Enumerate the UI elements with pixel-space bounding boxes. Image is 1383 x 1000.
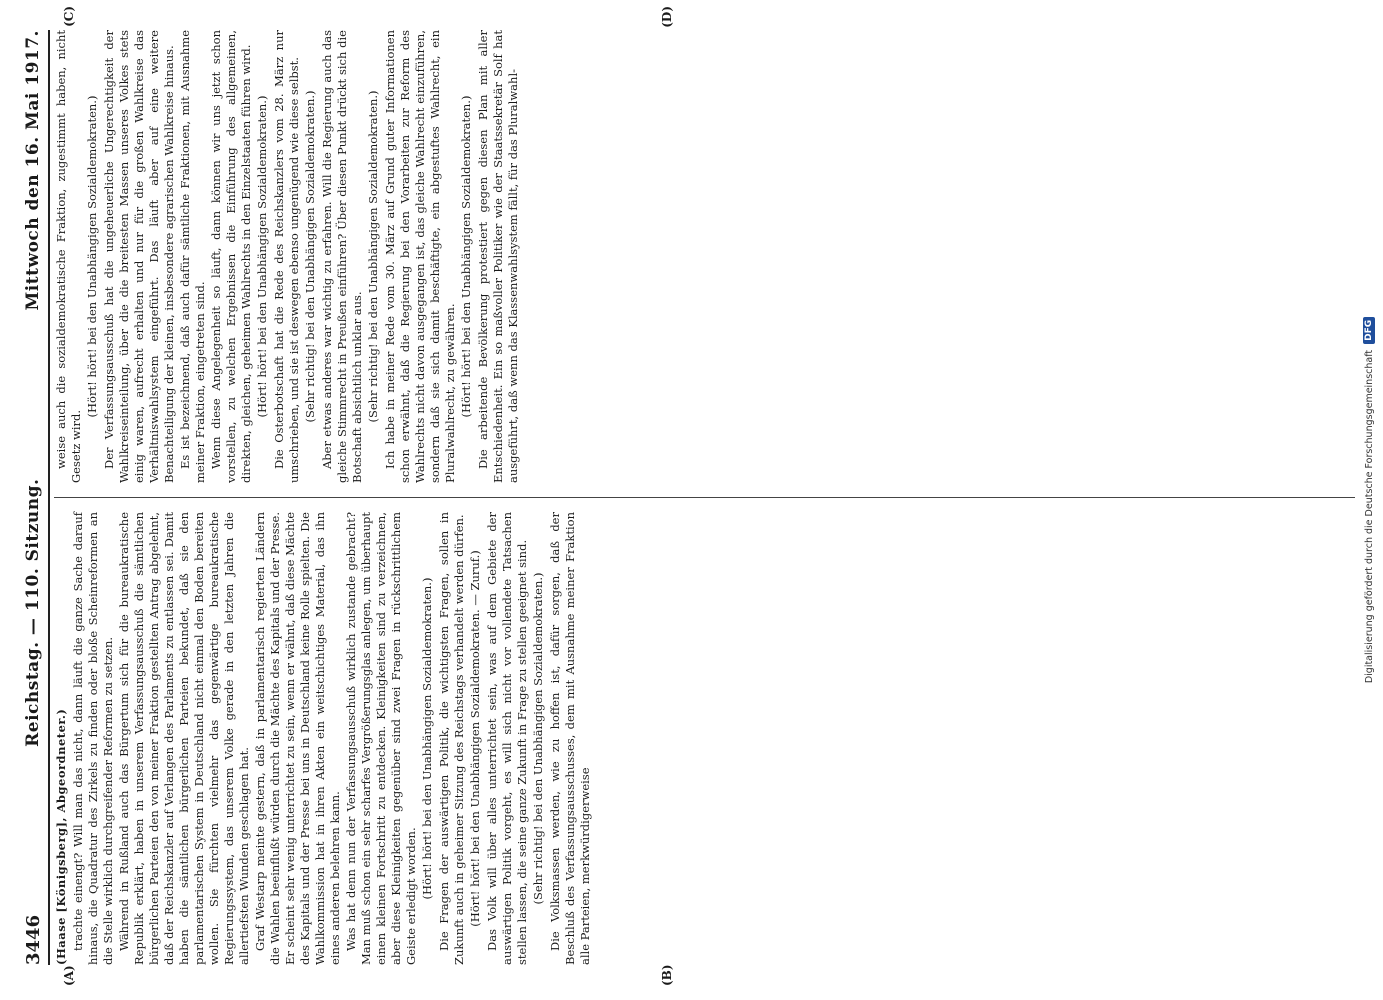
paragraph: Der Verfassungsausschuß hat die ungeheuerliche Ungerechtigkeit der Wahlkreiseinteilung, über die die breitesten Massen unseres Volkes stets einig waren, aufrecht erhalten und nur für die großen Wahlkreise das Verhältniswahlsystem eingeführt. Das läuft aber auf eine weitere Benachteiligung der kleinen, insbesondere agrarischen Wahlkreise hinaus. <box>102 30 176 483</box>
margin-mark-a: (A) <box>62 965 76 986</box>
footer-text: Digitalisierung gefördert durch die Deutsche Forschungsgemeinschaft <box>1363 349 1375 684</box>
paragraph: Die Fragen der auswärtigen Politik, die wichtigsten Fragen, sollen in Zukunft auch in geheimer Sitzung des Reichstags verhandelt werden dürfen. <box>437 512 466 965</box>
margin-mark-c: (C) <box>62 6 76 27</box>
text-columns <box>54 30 1355 965</box>
interjection: (Hört! hört! bei den Unabhängigen Sozialdemokraten.) <box>85 95 99 418</box>
interjection: (Hört! hört! bei den Unabhängigen Sozialdemokraten. — Zuruf.) <box>468 550 482 927</box>
left-column <box>54 497 1355 965</box>
paragraph: Während in Rußland auch das Bürgertum sich für die bureaukratische Republik erklärt, haben in unserem Verfassungsausschuß die sämtlichen bürgerlichen Parteien den von meiner Fraktion gestellten Antrag abgelehnt, daß der Reichskanzler auf Verlangen des Parlaments zu entlassen sei. Damit haben die sämtlichen bürgerlichen Parteien bekundet, daß sie den parlamentarischen System in Deutschland nicht einmal den Boden bereiten wollen. Sie fürchten vielmehr das gegenwärtige bureaukratische Regierungssystem, das unserem Volke gerade in den letzten Jahren die allertiefsten Wunden geschlagen hat. <box>117 512 251 965</box>
paragraph: Das Volk will über alles unterrichtet sein, was auf dem Gebiete der auswärtigen Politik vorgeht, es will sich nicht vor vollendete Tatsachen stellen lassen, die seine ganze Zukunft in Frage zu stellen geeignet sind. <box>485 512 529 965</box>
paragraph: Wenn diese Angelegenheit so läuft, dann können wir uns jetzt schon vorstellen, zu welchen Ergebnissen die Einführung des allgemeinen, direkten, gleichen, geheimen Wahlrechts in den Einzelstaaten führen wird. <box>209 30 253 483</box>
speaker-label: (Haase [Königsberg], Abgeordneter.) <box>54 708 68 965</box>
interjection: (Sehr richtig! bei den Unabhängigen Sozialdemokraten.) <box>303 90 317 423</box>
margin-mark-b: (B) <box>660 964 674 986</box>
interjection: (Sehr richtig! bei den Unabhängigen Sozialdemokraten.) <box>531 572 545 905</box>
paragraph: Die Osterbotschaft hat die Rede des Reichskanzlers vom 28. März nur umschrieben, und sie ist deswegen ebenso ungenügend wie diese selbst. <box>272 30 301 483</box>
paragraph: Die Volksmassen werden, wie zu hoffen ist, dafür sorgen, daß der Beschluß des Verfassungsausschusses, dem mit Ausnahme meiner Fraktion alle Parteien, merkwürdigerweise <box>548 512 592 965</box>
dfg-logo: DFG <box>1363 317 1375 344</box>
paragraph: Es ist bezeichnend, daß auch dafür sämtliche Fraktionen, mit Ausnahme meiner Fraktion, eingetreten sind. <box>178 30 207 483</box>
paragraph: trachte einengt? Will man das nicht, dann läuft die ganze Sache darauf hinaus, die Quadratur des Zirkels zu finden oder bloße Scheinreformen an die Stelle wirklich durchgreifender Reformen zu setzen. <box>71 512 115 965</box>
interjection: (Hört! hört! bei den Unabhängigen Sozialdemokraten.) <box>420 577 434 900</box>
interjection: (Hört! hört! bei den Unabhängigen Sozialdemokraten.) <box>255 95 269 418</box>
paragraph: Aber etwas anderes war wichtig zu erfahren. Will die Regierung auch das gleiche Stimmrecht in Preußen einführen? Über diesen Punkt drückt sich die Botschaft absichtlich unklar aus. <box>320 30 364 483</box>
right-column <box>54 30 1355 497</box>
left-column-text <box>71 512 593 965</box>
paragraph: Die arbeitende Bevölkerung protestiert gegen diesen Plan mit aller Entschiedenheit. Ein so maßvoller Politiker wie der Staatssekretär Solf hat ausgeführt, daß wenn das Klassenwahlsystem fällt, für das Pluralwahl- <box>476 30 520 483</box>
margin-mark-d: (D) <box>660 6 674 28</box>
interjection: (Hört! hört! bei den Unabhängigen Sozialdemokraten.) <box>459 95 473 418</box>
paragraph: Graf Westarp meinte gestern, daß in parlamentarisch regierten Ländern die Wahlen beeinflußt würden durch die Mächte des Kapitals und der Presse. Er scheint sehr wenig unterrichtet zu sein, wenn er wähnt, daß diese Mächte des Kapitals und der Presse bei uns in Deutschland keine Rolle spielten. Die Wahlkommission hat in ihren Akten ein weitschichtiges Material, das ihn eines anderen belehren kann. <box>253 512 342 965</box>
interjection: (Sehr richtig! bei den Unabhängigen Sozialdemokraten.) <box>366 90 380 423</box>
paragraph: weise auch die sozialdemokratische Fraktion, zugestimmt haben, nicht Gesetz wird. <box>54 30 83 483</box>
page-number: 3446 <box>22 914 44 965</box>
session-date: Mittwoch den 16. Mai 1917. <box>23 30 43 311</box>
page-header <box>18 30 50 965</box>
paragraph: Was hat denn nun der Verfassungsausschuß wirklich zustande gebracht? Man muß schon ein sehr scharfes Vergrößerungsglas anlegen, um überhaupt einen kleinen Fortschritt zu entdecken. Kleinigkeiten sind zu verzeichnen, aber diese Kleinigkeiten gegenüber sind zwei Fragen in rückschrittlichem Geiste erledigt worden. <box>344 512 418 965</box>
right-column-text <box>54 30 521 483</box>
footer <box>1361 0 1377 1000</box>
session-title: Reichstag. — 110. Sitzung. <box>23 478 43 747</box>
paragraph: Ich habe in meiner Rede vom 30. März auf Grund guter Informationen schon erwähnt, daß die Regierung bei den Vorarbeiten zur Reform des Wahlrechts nicht davon ausgegangen ist, das gleiche Wahlrecht einzuführen, sondern daß sie sich damit beschäftigte, ein abgestuftes Wahlrecht, ein Pluralwahlrecht, zu gewähren. <box>383 30 457 483</box>
